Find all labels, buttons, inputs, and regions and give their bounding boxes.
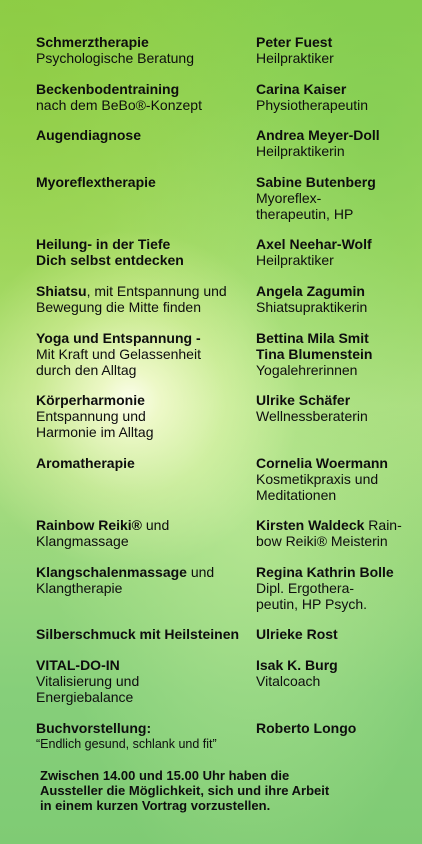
entry-topic: [36, 657, 251, 705]
entry-topic: [36, 720, 251, 752]
topic-title: Heilung- in der Tiefe: [36, 236, 171, 252]
topic-title: Myoreflextherapie: [36, 174, 156, 190]
entry-topic: [36, 127, 251, 143]
topic-title-suffix: und: [142, 517, 170, 533]
topic-title: VITAL-DO-IN: [36, 657, 120, 673]
footer-line: Aussteller die Möglichkeit, sich und ihre Arbeit: [40, 783, 330, 798]
topic-title: Aromatherapie: [36, 455, 135, 471]
presenter-role: bow Reiki® Meisterin: [256, 533, 388, 549]
entry-topic: [36, 455, 251, 471]
topic-subtitle: nach dem BeBo®-Konzept: [36, 97, 202, 113]
presenter-role: Meditationen: [256, 487, 337, 503]
topic-title: Schmerztherapie: [36, 34, 149, 50]
topic-subtitle: Entspannung und: [36, 408, 146, 424]
topic-title-suffix: und: [186, 564, 215, 580]
presenter-name: Angela Zagumin: [256, 283, 365, 299]
entry-presenter: [256, 517, 416, 549]
topic-subtitle: Harmonie im Alltag: [36, 424, 154, 440]
presenter-role: Vitalcoach: [256, 673, 321, 689]
topic-subtitle: Psychologische Beratung: [36, 50, 194, 66]
presenter-name: Isak K. Burg: [256, 657, 338, 673]
topic-title-suffix: , mit Entspannung und: [86, 283, 227, 299]
presenter-role: peutin, HP Psych.: [256, 596, 368, 612]
entry-presenter: [256, 127, 416, 159]
presenter-name: Roberto Longo: [256, 720, 357, 736]
topic-title-line: [36, 517, 251, 533]
presenter-role: Kosmetikpraxis und: [256, 471, 379, 487]
presenter-role: Heilpraktikerin: [256, 143, 345, 159]
topic-title-line: [36, 283, 251, 299]
topic-subtitle: Bewegung die Mitte finden: [36, 299, 201, 315]
entry-presenter: [256, 174, 416, 222]
presenter-role: Shiatsupraktikerin: [256, 299, 368, 315]
topic-subtitle: durch den Alltag: [36, 362, 137, 378]
entry-topic: [36, 626, 251, 642]
presenter-name: Bettina Mila Smit: [256, 330, 369, 346]
entry-presenter: [256, 392, 416, 424]
topic-title: Augendiagnose: [36, 127, 142, 143]
presenter-role: Physiotherapeutin: [256, 97, 369, 113]
entry-topic: [36, 517, 251, 549]
entry-presenter: [256, 564, 416, 612]
presenter-name: Andrea Meyer-Doll: [256, 127, 380, 143]
entry-presenter: [256, 720, 416, 736]
topic-title: Beckenbodentraining: [36, 81, 180, 97]
entry-topic: [36, 283, 251, 315]
topic-subtitle: Mit Kraft und Gelassenheit: [36, 346, 201, 362]
entry-topic: [36, 174, 251, 190]
topic-subtitle: “Endlich gesund, schlank und fit”: [36, 737, 217, 751]
entry-presenter: [256, 330, 416, 378]
topic-title: Rainbow Reiki®: [36, 517, 142, 533]
entry-presenter: [256, 283, 416, 315]
footer-line: Zwischen 14.00 und 15.00 Uhr haben die: [40, 768, 290, 783]
topic-title: Buchvorstellung:: [36, 720, 152, 736]
entry-presenter: [256, 657, 416, 689]
presenter-role: Heilpraktiker: [256, 252, 334, 268]
entry-topic: [36, 564, 251, 596]
entry-presenter: [256, 455, 416, 503]
entry-topic: [36, 330, 251, 378]
entry-presenter: [256, 236, 416, 268]
entry-presenter: [256, 626, 416, 642]
topic-subtitle: Klangmassage: [36, 533, 129, 549]
topic-title: Körperharmonie: [36, 392, 145, 408]
footer-line: in einem kurzen Vortrag vorzustellen.: [40, 798, 271, 813]
presenter-name: Ulrike Schäfer: [256, 392, 351, 408]
entry-presenter: [256, 34, 416, 66]
presenter-role: Myoreflex-: [256, 190, 322, 206]
presenter-name: Regina Kathrin Bolle: [256, 564, 394, 580]
presenter-name: Ulrieke Rost: [256, 626, 338, 642]
topic-subtitle: Energiebalance: [36, 689, 134, 705]
entry-topic: [36, 34, 251, 66]
entry-topic: [36, 81, 251, 113]
presenter-name: Carina Kaiser: [256, 81, 347, 97]
presenter-role: therapeutin, HP: [256, 206, 354, 222]
entry-topic: [36, 392, 251, 440]
presenter-role: Wellnessberaterin: [256, 408, 368, 424]
presenter-name: Cornelia Woermann: [256, 455, 388, 471]
presenter-name: Sabine Butenberg: [256, 174, 376, 190]
topic-subtitle: Vitalisierung und: [36, 673, 140, 689]
presenter-role: Dipl. Ergothera-: [256, 580, 355, 596]
topic-title: Silberschmuck mit Heilsteinen: [36, 626, 240, 642]
topic-title: Klangschalenmassage: [36, 564, 187, 580]
entry-topic: [36, 236, 251, 268]
topic-subtitle: Klangtherapie: [36, 580, 123, 596]
topic-title-line: [36, 564, 251, 580]
presenter-role: Heilpraktiker: [256, 50, 334, 66]
topic-title: Dich selbst entdecken: [36, 252, 184, 268]
entry-presenter: [256, 81, 416, 113]
presenter-role: Yogalehrerinnen: [256, 362, 358, 378]
presenter-name: Tina Blumenstein: [256, 346, 373, 362]
presenter-name: Peter Fuest: [256, 34, 333, 50]
topic-title: Yoga und Entspannung -: [36, 330, 201, 346]
presenter-name: Kirsten Waldeck: [256, 517, 365, 533]
presenter-role: Rain-: [364, 517, 402, 533]
topic-title: Shiatsu: [36, 283, 87, 299]
presenter-name-line: [256, 517, 416, 533]
presenter-name: Axel Neehar-Wolf: [256, 236, 372, 252]
footer-note: [40, 768, 416, 813]
